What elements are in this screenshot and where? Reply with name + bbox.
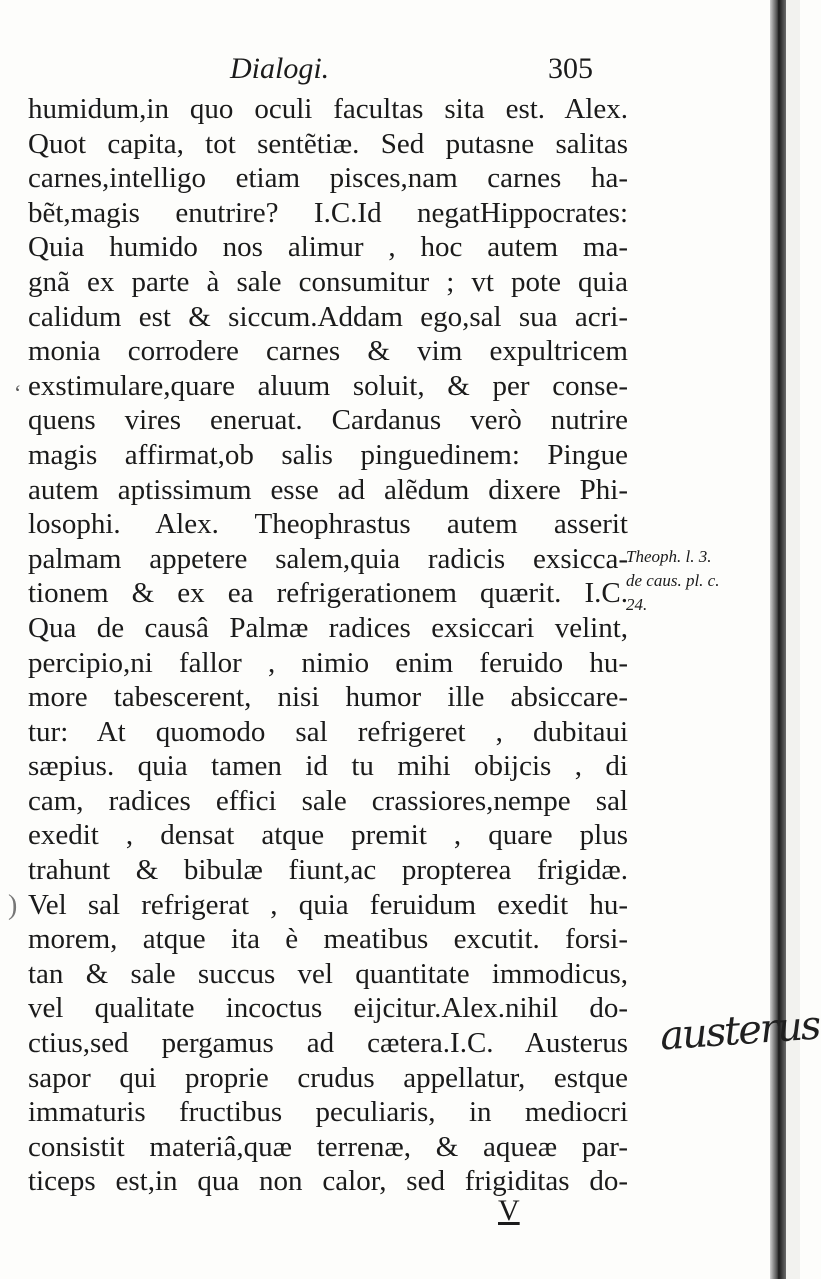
marginal-citation-line: Theoph. l. 3. (626, 547, 712, 566)
text-line: gnã ex parte à sale consumitur ; vt pote quia (28, 265, 628, 298)
text-line: exedit , densat atque premit , quare plus (28, 819, 628, 852)
page-number: 305 (548, 52, 593, 85)
text-line: immaturis fructibus peculiaris, in mediocri (28, 1096, 628, 1129)
margin-tick-mark: ‘ (14, 380, 22, 405)
running-head (0, 52, 800, 92)
margin-bracket-mark: ) (8, 890, 18, 921)
text-line: Qua de causâ Palmæ radices exsiccari velint, (28, 611, 628, 644)
text-line: more tabescerent, nisi humor ille absiccare- (28, 681, 628, 714)
text-line: trahunt & bibulæ fiunt,ac propterea frigidæ. (28, 854, 628, 887)
text-line: magis affirmat,ob salis pinguedinem: Pingue (28, 438, 628, 471)
marginal-citation (626, 545, 766, 617)
text-line: tionem & ex ea refrigerationem quærit. I.C. (28, 577, 628, 610)
text-line: exstimulare,quare aluum soluit, & per conse- (28, 369, 628, 402)
marginal-citation-line: 24. (626, 595, 648, 614)
text-line: quens vires eneruat. Cardanus verò nutrire (28, 404, 628, 437)
text-line: morem, atque ita è meatibus excutit. forsi- (28, 923, 628, 956)
text-line: calidum est & siccum.Addam ego,sal sua acri- (28, 300, 628, 333)
text-line: Vel sal refrigerat , quia feruidum exedit hu- (28, 888, 628, 921)
signature-mark: V (498, 1194, 520, 1227)
text-line: autem aptissimum esse ad alẽdum dixere Phi- (28, 473, 628, 506)
text-line: tan & sale succus vel quantitate immodicus, (28, 957, 628, 990)
marginal-citation-line: de caus. pl. c. (626, 571, 720, 590)
text-line: carnes,intelligo etiam pisces,nam carnes ha- (28, 162, 628, 195)
text-line: sapor qui proprie crudus appellatur, estque (28, 1061, 628, 1094)
book-spine-edge (770, 0, 786, 1279)
text-line: humidum,in quo oculi facultas sita est. Alex. (28, 93, 628, 125)
text-line: palmam appetere salem,quia radicis exsicca- (28, 542, 628, 575)
text-line: ctius,sed pergamus ad cætera.I.C. Austerus (28, 1027, 628, 1060)
text-line: ticeps est,in qua non calor, sed frigiditas do- (28, 1165, 628, 1198)
text-line: Quia humido nos alimur , hoc autem ma- (28, 231, 628, 264)
text-line: losophi. Alex. Theophrastus autem asserit (28, 508, 628, 541)
text-line: Quot capita, tot sentẽtiæ. Sed putasne salitas (28, 127, 628, 160)
text-line: consistit materiâ,quæ terrenæ, & aqueæ par- (28, 1130, 628, 1163)
text-line: tur: At quomodo sal refrigeret , dubitaui (28, 715, 628, 748)
text-line: bẽt,magis enutrire? I.C.Id negatHippocrates: (28, 196, 628, 229)
page-outer-margin (786, 0, 800, 1279)
handwritten-annotation: austerus (658, 1002, 821, 1060)
body-text (28, 92, 628, 1199)
text-line: cam, radices effici sale crassiores,nempe sal (28, 784, 628, 817)
text-line: monia corrodere carnes & vim expultricem (28, 335, 628, 368)
text-line: vel qualitate incoctus eijcitur.Alex.nihil do- (28, 992, 628, 1025)
text-line: sæpius. quia tamen id tu mihi obijcis , di (28, 750, 628, 783)
text-line: percipio,ni fallor , nimio enim feruido hu- (28, 646, 628, 679)
running-title: Dialogi. (230, 52, 330, 85)
